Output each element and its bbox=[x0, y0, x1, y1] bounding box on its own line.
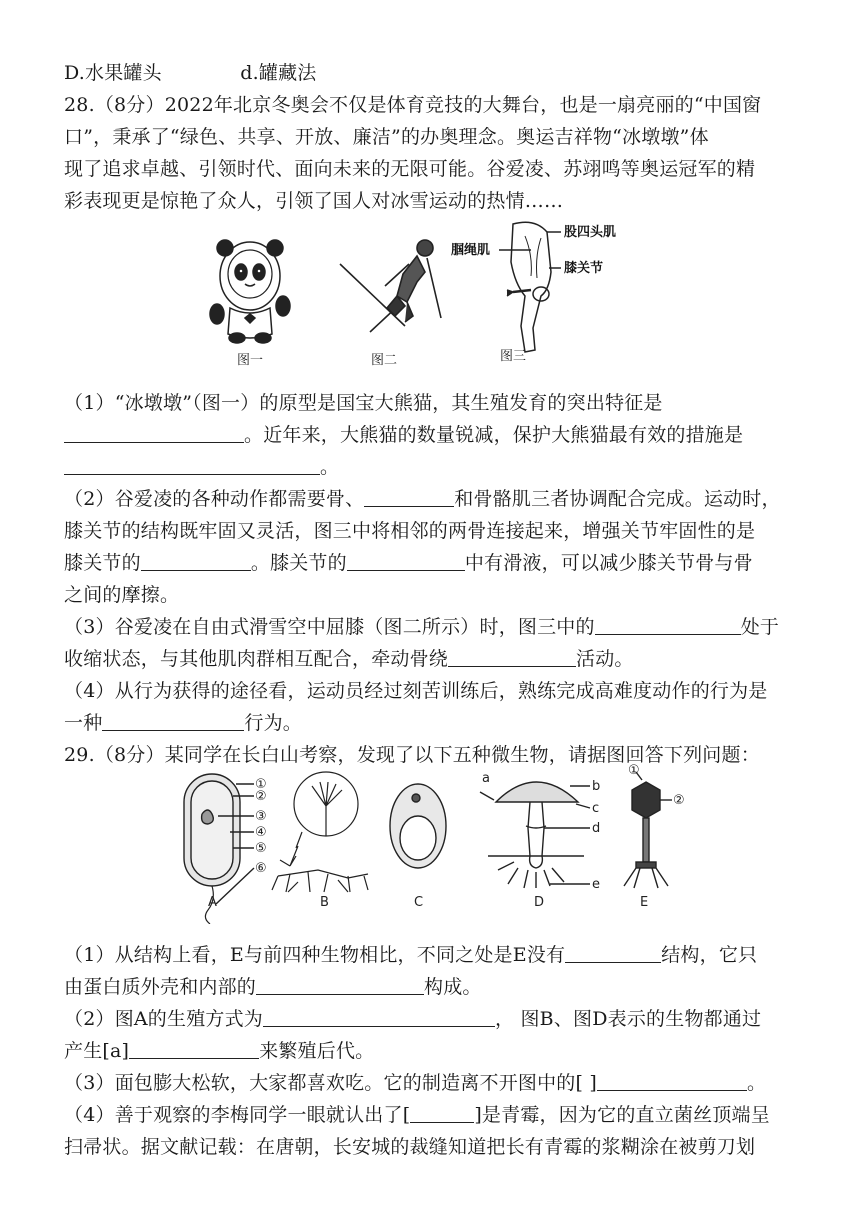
label-E-2: ② bbox=[673, 793, 685, 808]
q29-p2-text-a: （2）图A的生殖方式为 bbox=[64, 1008, 264, 1030]
answer-blank[interactable] bbox=[595, 616, 741, 635]
q29-p4-text-b: ]是青霉，因为它的直立菌丝顶端呈 bbox=[474, 1104, 770, 1126]
label-A-6: ⑥ bbox=[255, 861, 267, 876]
label-D-b: b bbox=[592, 779, 601, 794]
q28-p1-line1: （1）“冰墩墩”（图一）的原型是国宝大熊猫，其生殖发育的突出特征是 bbox=[64, 392, 663, 414]
label-D-d: d bbox=[592, 821, 601, 836]
caption-B: B bbox=[320, 895, 329, 910]
answer-blank[interactable] bbox=[347, 552, 465, 571]
q29-p1-line1 bbox=[64, 942, 757, 968]
answer-blank[interactable] bbox=[64, 424, 244, 443]
q29-p4-line2: 扫帚状。据文献记载：在唐朝，长安城的裁缝知道把长有青霉的浆糊涂在被剪刀划 bbox=[64, 1136, 756, 1158]
q29-p1-text-a: （1）从结构上看，E与前四种生物相比，不同之处是E没有 bbox=[64, 944, 566, 966]
q29-p1-line2 bbox=[64, 974, 482, 1000]
q28-p4-text-b: 一种 bbox=[64, 712, 103, 734]
label-A-1: ① bbox=[255, 777, 267, 792]
q28-p1-text-c: 。 bbox=[320, 456, 340, 478]
answer-blank[interactable] bbox=[448, 648, 576, 667]
bacterium-illustration bbox=[184, 774, 254, 924]
option-d: d.罐藏法 bbox=[240, 62, 317, 84]
label-A-2: ② bbox=[255, 789, 267, 804]
skier-illustration bbox=[340, 240, 441, 332]
label-quadriceps: 股四头肌 bbox=[564, 225, 617, 240]
option-D: D.水果罐头 bbox=[64, 62, 162, 84]
mold-illustration bbox=[272, 772, 368, 892]
bacteriophage-illustration bbox=[624, 772, 672, 888]
q28-p2-text-b: 和骨骼肌三者协调配合完成。运动时， bbox=[454, 488, 781, 510]
answer-blank[interactable] bbox=[129, 1040, 259, 1059]
q28-p4-line2 bbox=[64, 710, 302, 736]
q28-p3-text-a: （3）谷爱凌在自由式滑雪空中屈膝（图二所示）时，图三中的 bbox=[64, 616, 595, 638]
q29-p3-text-b: 。 bbox=[746, 1072, 767, 1094]
answer-blank[interactable] bbox=[263, 1008, 495, 1027]
q29-p2-text-b: ， 图B、图D表示的生物都通过 bbox=[495, 1008, 762, 1030]
label-A-3: ③ bbox=[255, 809, 267, 824]
q29-p1-text-d: 构成。 bbox=[424, 976, 482, 998]
q28-p2-text-a: （2）谷爱凌的各种动作都需要骨、 bbox=[64, 488, 365, 510]
answer-blank[interactable] bbox=[597, 1072, 747, 1091]
q28-p3-line1 bbox=[64, 614, 779, 640]
answer-blank[interactable] bbox=[64, 456, 320, 475]
answer-blank[interactable] bbox=[102, 712, 244, 731]
q29-p2-line2 bbox=[64, 1038, 374, 1064]
caption-E: E bbox=[640, 895, 649, 910]
q29-figure-drawing bbox=[178, 764, 698, 924]
label-D-a: a bbox=[482, 771, 490, 786]
q28-figure-drawing bbox=[195, 214, 645, 374]
q28-p1-text-b: 。近年来，大熊猫的数量锐减，保护大熊猫最有效的措施是 bbox=[244, 424, 744, 446]
caption-D: D bbox=[534, 895, 545, 910]
caption-A: A bbox=[208, 895, 217, 910]
answer-blank[interactable] bbox=[565, 944, 661, 963]
q28-intro-4: 彩表现更是惊艳了众人，引领了国人对冰雪运动的热情…… bbox=[64, 190, 564, 212]
q28-p3-text-b: 处于 bbox=[740, 616, 780, 638]
label-knee-joint: 膝关节 bbox=[564, 261, 604, 276]
q28-p3-text-d: 活动。 bbox=[576, 648, 634, 670]
q28-p4-line1: （4）从行为获得的途径看，运动员经过刻苦训练后，熟练完成高难度动作的行为是 bbox=[64, 680, 768, 702]
q28-intro-2: 口”，秉承了“绿色、共享、开放、廉洁”的办奥理念。奥运吉祥物“冰墩墩”体 bbox=[64, 126, 709, 148]
q28-p3-text-c: 收缩状态，与其他肌肉群相互配合，牵动骨绕 bbox=[64, 648, 449, 670]
q29-p2-line1 bbox=[64, 1006, 761, 1032]
answer-blank[interactable] bbox=[410, 1104, 474, 1123]
q28-intro-1: 28.（8分）2022年北京冬奥会不仅是体育竞技的大舞台，也是一扇亮丽的“中国窗 bbox=[64, 94, 762, 116]
label-hamstring: 腘绳肌 bbox=[451, 243, 491, 258]
answer-blank[interactable] bbox=[141, 552, 251, 571]
q28-p1-line3 bbox=[64, 454, 339, 480]
leg-muscle-illustration bbox=[499, 222, 561, 352]
answer-blank[interactable] bbox=[256, 976, 424, 995]
label-D-c: c bbox=[592, 801, 600, 816]
option-line bbox=[64, 60, 317, 86]
bing-dwen-dwen-illustration bbox=[210, 240, 290, 343]
q28-p2-line4: 之间的摩擦。 bbox=[64, 584, 180, 606]
q28-p2-text-d: 膝关节的 bbox=[64, 552, 141, 574]
q29-p1-text-c: 由蛋白质外壳和内部的 bbox=[64, 976, 257, 998]
q28-p2-line3 bbox=[64, 550, 753, 576]
q29-p1-text-b: 结构，它只 bbox=[661, 944, 758, 966]
q28-p4-text-c: 行为。 bbox=[244, 712, 303, 734]
q29-p3-line1 bbox=[64, 1070, 766, 1096]
q29-p2-text-d: 来繁殖后代。 bbox=[259, 1040, 375, 1062]
mushroom-illustration bbox=[480, 782, 590, 888]
q28-p1-line2 bbox=[64, 422, 743, 448]
caption-fig2: 图二 bbox=[371, 353, 398, 368]
q28-p3-line2 bbox=[64, 646, 634, 672]
label-A-5: ⑤ bbox=[255, 841, 267, 856]
q29-p4-text-a: （4）善于观察的李梅同学一眼就认出了[ bbox=[64, 1104, 411, 1126]
caption-C: C bbox=[414, 895, 424, 910]
label-E-1: ① bbox=[628, 764, 640, 778]
q29-figure bbox=[178, 764, 698, 924]
answer-blank[interactable] bbox=[364, 488, 454, 507]
q29-p2-text-c: 产生[a] bbox=[64, 1040, 130, 1062]
q28-figure bbox=[195, 214, 645, 374]
label-D-e: e bbox=[592, 877, 600, 892]
yeast-illustration bbox=[390, 784, 446, 868]
q29-p3-text-a: （3）面包膨大松软，大家都喜欢吃。它的制造离不开图中的[ ] bbox=[64, 1072, 597, 1094]
q28-p2-line2: 膝关节的结构既牢固又灵活，图三中将相邻的两骨连接起来，增强关节牢固性的是 bbox=[64, 520, 756, 542]
caption-fig1: 图一 bbox=[237, 353, 264, 368]
label-A-4: ④ bbox=[255, 825, 267, 840]
q28-p2-text-f: 中有滑液，可以减少膝关节骨与骨 bbox=[464, 552, 753, 574]
q29-p4-line1 bbox=[64, 1102, 770, 1128]
q28-p2-text-e: 。膝关节的 bbox=[250, 552, 347, 574]
caption-fig3: 图三 bbox=[500, 349, 527, 364]
q29-intro: 29.（8分）某同学在长白山考察，发现了以下五种微生物，请据图回答下列问题： bbox=[64, 744, 760, 766]
q28-p2-line1 bbox=[64, 486, 781, 512]
q28-intro-3: 现了追求卓越、引领时代、面向未来的无限可能。谷爱凌、苏翊鸣等奥运冠军的精 bbox=[64, 158, 756, 180]
